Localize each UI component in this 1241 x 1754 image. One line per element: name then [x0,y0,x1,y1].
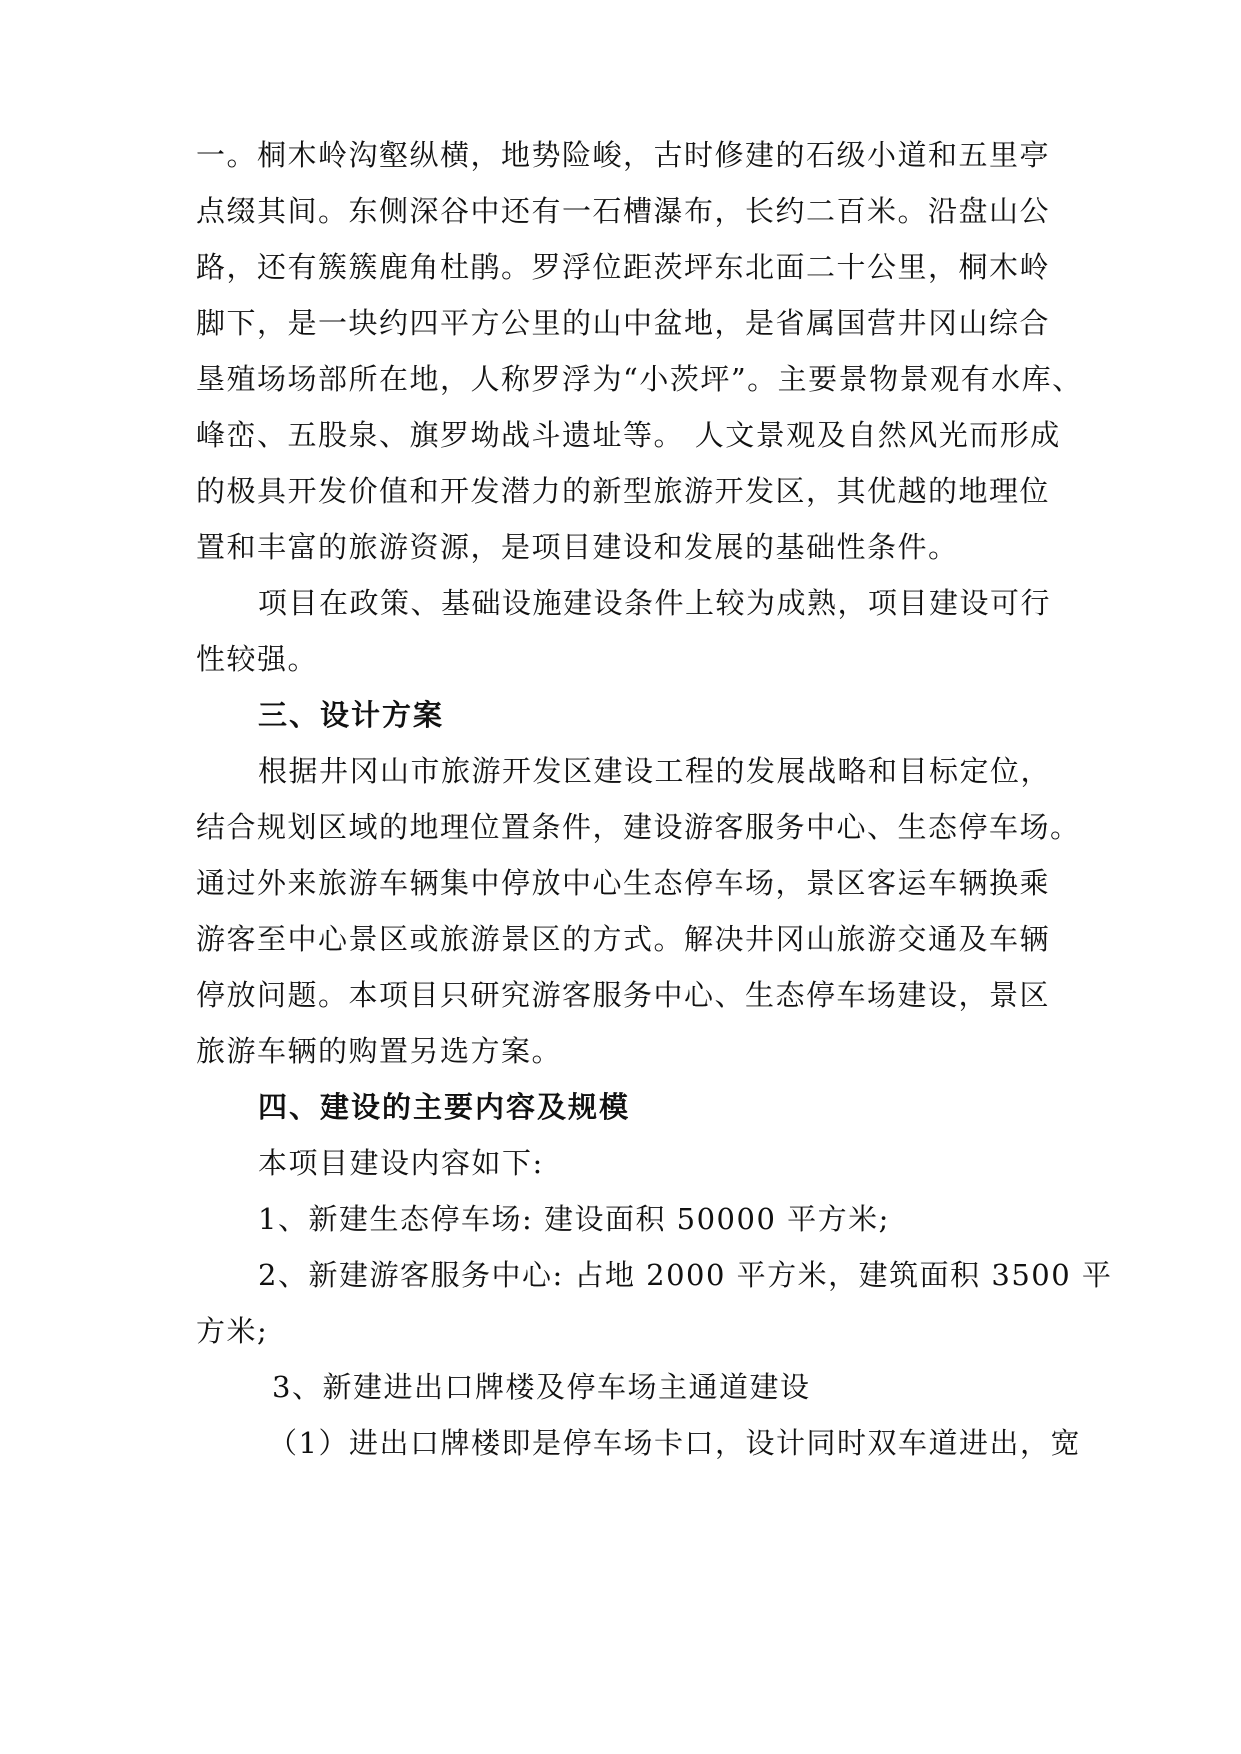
list-item-continuation: 方米; [196,1314,269,1348]
list-item: 3、新建进出口牌楼及停车场主通道建设 [272,1370,811,1404]
body-text-line: 通过外来旅游车辆集中停放中心生态停车场，景区客运车辆换乘 [196,866,1051,900]
body-text-line: 脚下，是一块约四平方公里的山中盆地，是省属国营井冈山综合 [196,306,1051,340]
body-text-line: 停放问题。本项目只研究游客服务中心、生态停车场建设，景区 [196,978,1051,1012]
body-text-line: 旅游车辆的购置另选方案。 [196,1034,563,1068]
body-text-line: 一。桐木岭沟壑纵横，地势险峻，古时修建的石级小道和五里亭 [196,138,1051,172]
body-text-line: 游客至中心景区或旅游景区的方式。解决井冈山旅游交通及车辆 [196,922,1051,956]
sub-list-item: （1）进出口牌楼即是停车场卡口，设计同时双车道进出，宽 [268,1426,1081,1460]
list-item: 1、新建生态停车场: 建设面积 50000 平方米; [258,1202,890,1236]
body-text-line: 垦殖场场部所在地，人称罗浮为“小茨坪”。主要景物景观有水库、 [196,362,1083,396]
body-text-line: 项目在政策、基础设施建设条件上较为成熟，项目建设可行 [258,586,1052,620]
body-text-line: 的极具开发价值和开发潜力的新型旅游开发区，其优越的地理位 [196,474,1051,508]
body-text-line: 本项目建设内容如下: [258,1146,544,1180]
body-text-line: 结合规划区域的地理位置条件，建设游客服务中心、生态停车场。 [196,810,1081,844]
body-text-line: 性较强。 [196,642,319,676]
list-item: 2、新建游客服务中心: 占地 2000 平方米，建筑面积 3500 平 [258,1258,1113,1292]
body-text-line: 根据井冈山市旅游开发区建设工程的发展战略和目标定位， [258,754,1052,788]
body-text-line: 点缀其间。东侧深谷中还有一石槽瀑布，长约二百米。沿盘山公 [196,194,1051,228]
body-text-line: 路，还有簇簇鹿角杜鹃。罗浮位距茨坪东北面二十公里，桐木岭 [196,250,1051,284]
body-text-line: 峰峦、五股泉、旗罗坳战斗遗址等。 人文景观及自然风光而形成 [196,418,1061,452]
section-heading: 四、建设的主要内容及规模 [258,1090,631,1124]
section-heading: 三、设计方案 [258,698,445,732]
body-text-line: 置和丰富的旅游资源，是项目建设和发展的基础性条件。 [196,530,959,564]
